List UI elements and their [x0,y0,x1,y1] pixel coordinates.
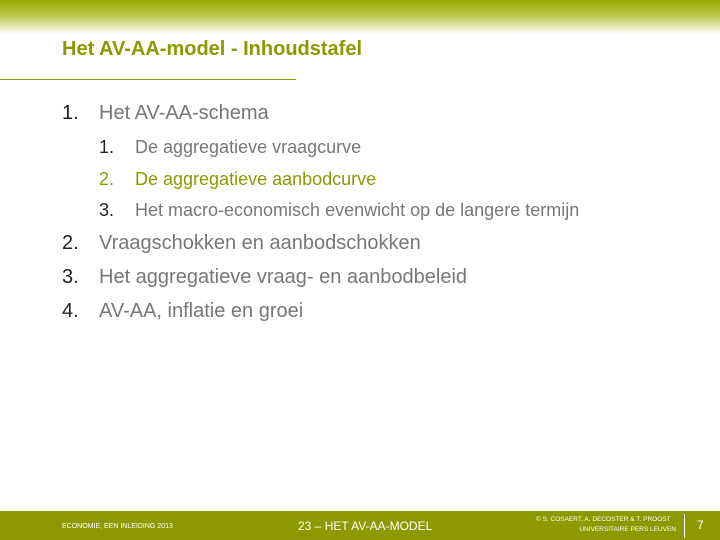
footer-chapter: 23 – HET AV-AA-MODEL [298,519,433,533]
toc-item-2 [62,232,421,255]
toc-subitem-1-1 [99,137,361,158]
toc-item-4 [62,300,303,323]
toc-text: Het aggregatieve vraag- en aanbodbeleid [99,266,468,288]
toc-number: 2. [62,232,79,254]
toc-number: 3. [62,266,79,288]
footer-copyright [536,515,676,535]
toc-text: Het macro-economisch evenwicht op de langere termijn [135,200,580,220]
toc-number: 4. [62,300,79,322]
toc-subitem-1-3 [99,200,579,221]
page-number: 7 [697,518,704,532]
slide-title: Het AV-AA-model - Inhoudstafel [62,38,362,60]
toc-text: Het AV-AA-schema [99,102,269,124]
toc-item-3 [62,266,467,289]
toc-number: 3. [99,200,115,220]
footer-publisher: UNIVERSITAIRE PERS LEUVEN [579,526,676,533]
toc-text: De aggregatieve aanbodcurve [135,169,377,189]
toc-number: 1. [62,102,79,124]
toc-subitem-1-2 [99,169,376,190]
footer-divider [684,514,685,538]
footer-book-title: ECONOMIE, EEN INLEIDING 2013 [62,523,173,530]
toc-number: 1. [99,137,115,157]
toc-text: Vraagschokken en aanbodschokken [99,232,421,254]
top-gradient-band [0,0,720,34]
footer-bar [0,511,720,540]
footer-authors: © S. COSAERT, A. DECOSTER & T. PROOST [536,516,671,523]
toc-text: AV-AA, inflatie en groei [99,300,304,322]
toc-text: De aggregatieve vraagcurve [135,137,362,157]
toc-number: 2. [99,169,115,189]
toc-item-1 [62,102,269,125]
title-underline [0,79,296,80]
